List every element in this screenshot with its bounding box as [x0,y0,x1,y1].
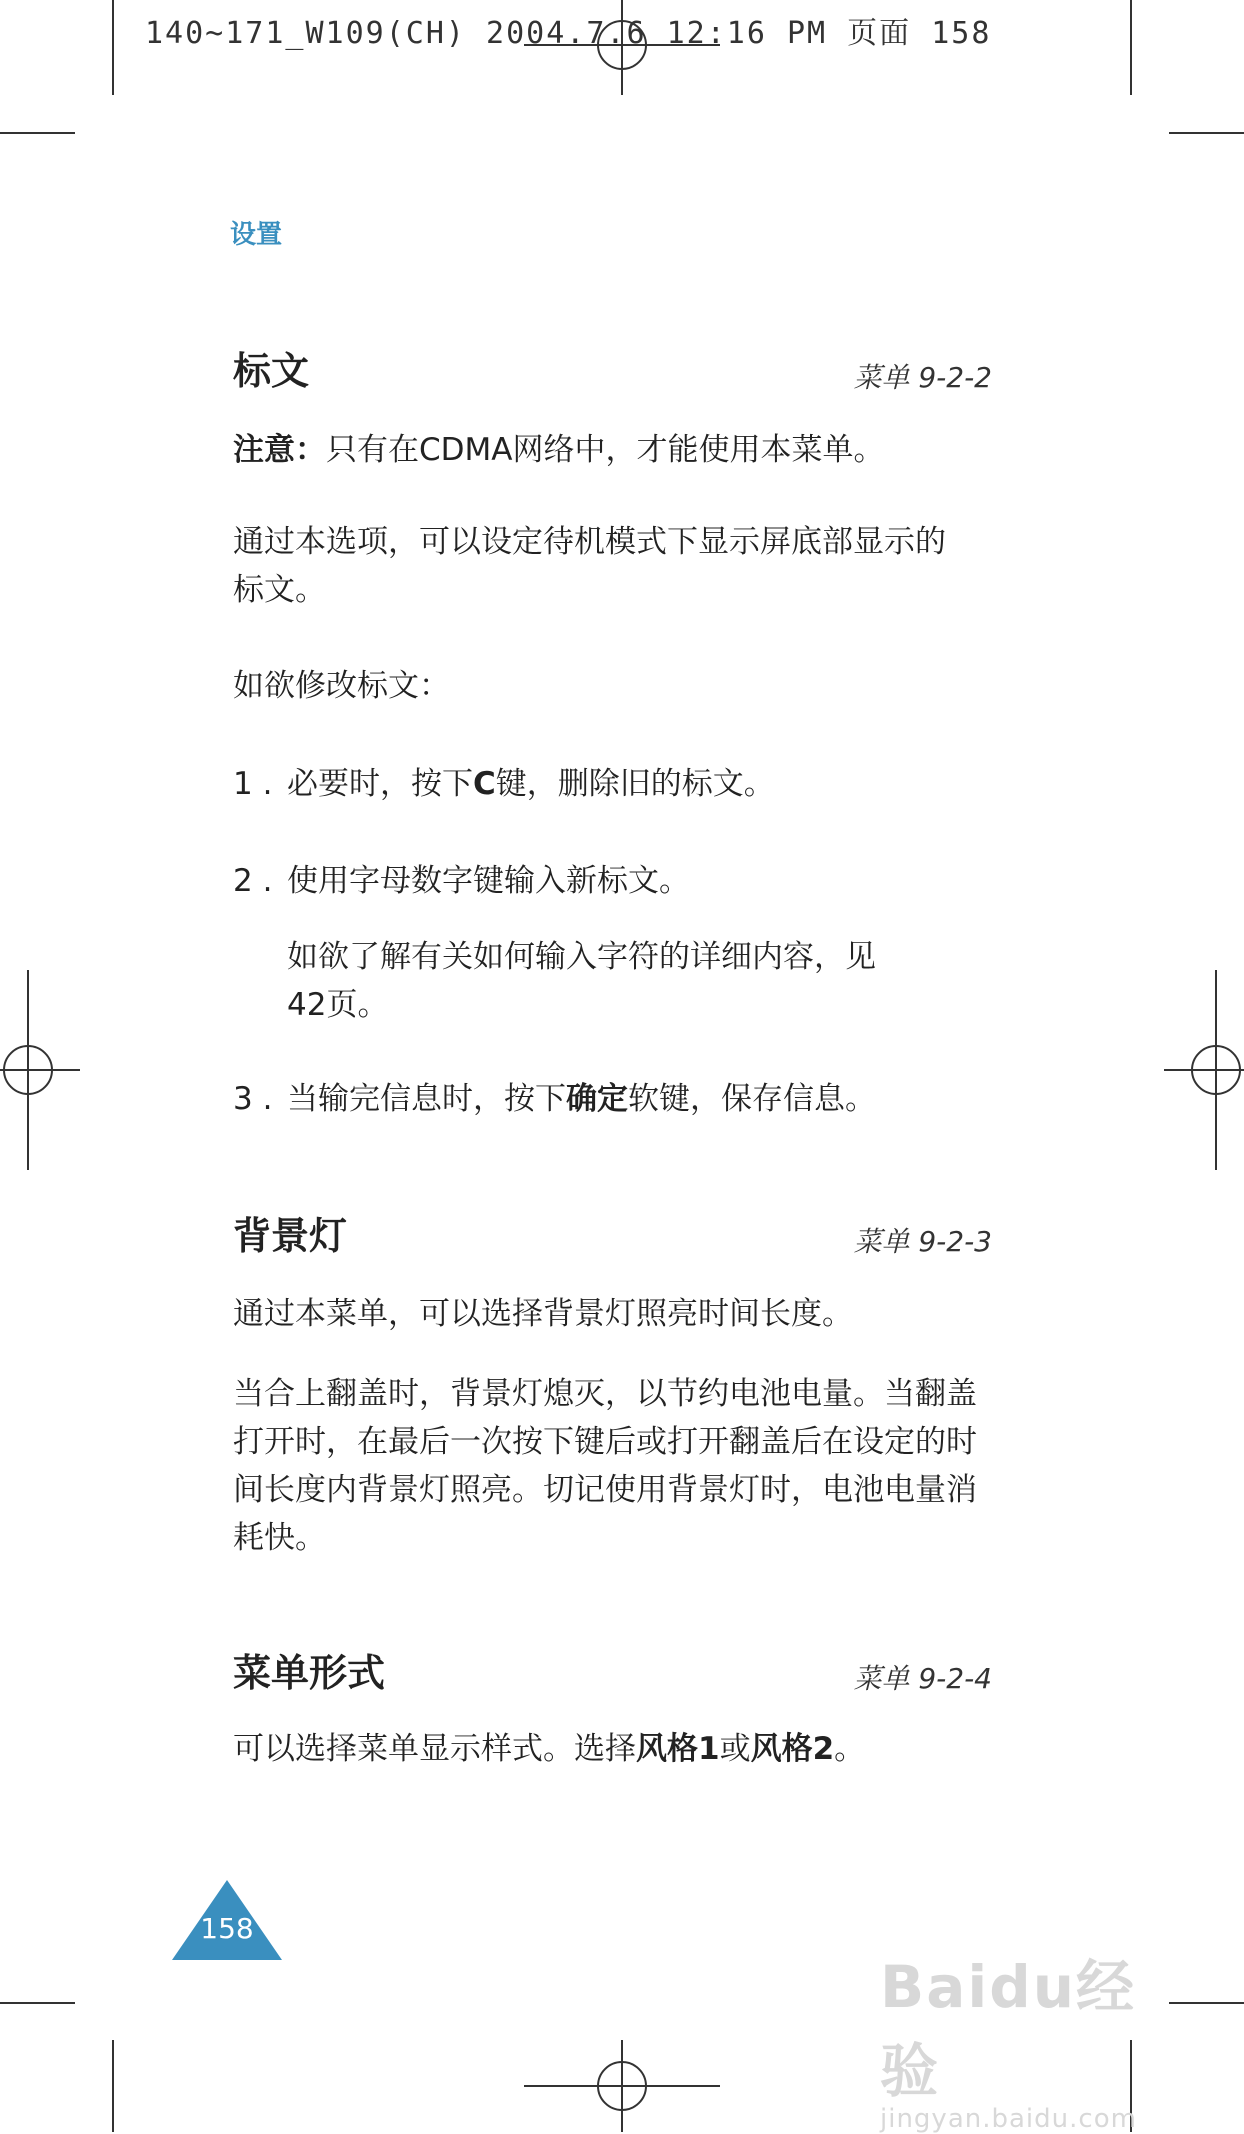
backlight-desc: 通过本菜单，可以选择背景灯照亮时间长度。 [233,1296,853,1332]
page-number: 158 [200,1912,254,1945]
key-label: 确定 [566,1081,628,1117]
registration-mark-icon [1164,970,1244,1170]
print-header: 140~171_W109(CH) 2004.7.6 12:16 PM 页面 158 [145,16,992,51]
menu-ref: 菜单 9-2-4 [853,1662,992,1695]
note-text: 只有在CDMA网络中，才能使用本菜单。 [326,432,885,468]
registration-mark-icon [524,2040,720,2132]
step-text-part: 软键，保存信息。 [628,1081,876,1117]
step-text-part: 键，删除旧的标文。 [495,766,775,802]
step-number: 2 . [233,863,273,899]
crop-mark [0,132,75,134]
step-number: 1 . [233,766,273,802]
menu-ref: 菜单 9-2-3 [853,1225,992,1258]
watermark-logo: Baidu经验 [880,1953,1137,2105]
watermark-url: jingyan.baidu.com [880,2104,1137,2134]
menu-style-desc [233,1725,993,1773]
registration-mark-icon [524,0,720,95]
crop-mark [1169,2002,1244,2004]
option-label: 风格2 [750,1731,835,1767]
text-part: 可以选择菜单显示样式。选择 [233,1731,636,1767]
step-text: 使用字母数字键输入新标文。 [287,863,690,899]
heading-menu-style: 菜单形式 [233,1651,386,1695]
option-label: 风格1 [636,1731,720,1767]
step-subtext: 如欲了解有关如何输入字符的详细内容，见42页。 [287,939,876,1023]
step-text [287,760,1007,808]
step-text-part: 当输完信息时，按下 [287,1081,566,1117]
step-number: 3 . [233,1081,273,1117]
registration-mark-icon [0,970,80,1170]
crop-mark [112,0,114,95]
note-label: 注意： [233,432,326,468]
note-paragraph [233,426,993,474]
text-part: 或 [719,1731,751,1767]
intro-text: 如欲修改标文： [233,668,450,704]
heading-banner: 标文 [233,349,310,393]
crop-mark [1169,132,1244,134]
key-label: C [473,766,496,802]
description: 通过本选项，可以设定待机模式下显示屏底部显示的标文。 [233,524,946,608]
step-text [287,1075,1007,1123]
step-text-part: 必要时，按下 [287,766,473,802]
crop-mark [1130,0,1132,95]
crop-mark [0,2002,75,2004]
backlight-detail: 当合上翻盖时，背景灯熄灭，以节约电池电量。当翻盖打开时，在最后一次按下键后或打开翻盖后在设定的时间长度内背景灯照亮。切记使用背景灯时，电池电量消耗快。 [233,1376,977,1556]
heading-backlight: 背景灯 [233,1214,348,1258]
text-part: 。 [834,1731,866,1767]
menu-ref: 菜单 9-2-2 [853,361,992,394]
section-label: 设置 [230,220,283,250]
watermark [880,1940,1180,2134]
crop-mark [112,2040,114,2132]
